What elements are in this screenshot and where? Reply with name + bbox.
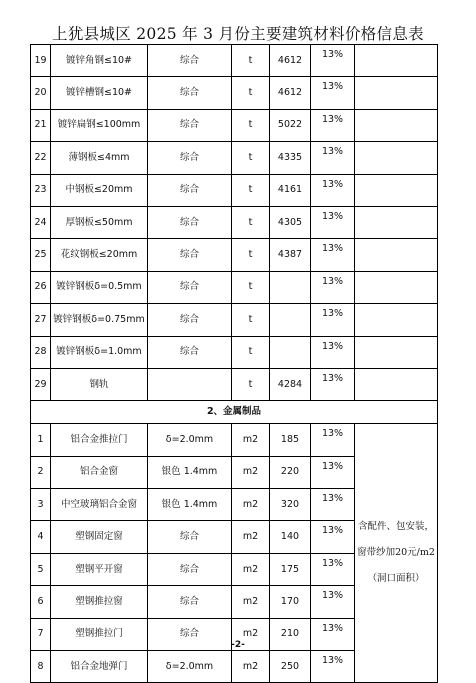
row-number-cell: 29 [31,368,51,400]
material-name-cell: 塑钢推拉窗 [51,586,148,618]
price-cell: 210 [270,618,311,650]
remark-cell [355,45,438,77]
material-name-cell: 厚钢板≤50mm [51,206,148,238]
material-name-cell: 中空玻璃铝合金窗 [51,489,148,521]
unit-cell: t [232,304,270,336]
material-name-cell: 镀锌槽钢≤10# [51,77,148,109]
tax-rate-cell: 13% [311,586,355,618]
remark-cell [355,174,438,206]
unit-cell: t [232,336,270,368]
unit-cell: t [232,239,270,271]
specification-cell: 综合 [148,142,232,174]
price-cell: 5022 [270,109,311,141]
unit-cell: t [232,77,270,109]
material-name-cell: 镀锌钢板δ=0.75mm [51,304,148,336]
unit-cell: m2 [232,586,270,618]
price-table [30,44,438,683]
price-cell: 4335 [270,142,311,174]
remark-cell [355,109,438,141]
price-cell: 220 [270,456,311,488]
material-name-cell: 中钢板≤20mm [51,174,148,206]
row-number-cell: 26 [31,271,51,303]
unit-cell: m2 [232,456,270,488]
section-row [31,401,438,424]
specification-cell: 综合 [148,553,232,585]
unit-cell: m2 [232,553,270,585]
specification-cell: 综合 [148,239,232,271]
row-number-cell: 6 [31,586,51,618]
material-name-cell: 塑钢固定窗 [51,521,148,553]
specification-cell: 综合 [148,521,232,553]
material-name-cell: 铝合金窗 [51,456,148,488]
row-number-cell: 8 [31,651,51,683]
specification-cell: 综合 [148,618,232,650]
unit-cell: m2 [232,489,270,521]
unit-cell: m2 [232,618,270,650]
page-title: 上犹县城区 2025 年 3 月份主要建筑材料价格信息表 [52,25,424,43]
remark-cell [355,239,438,271]
tax-rate-cell: 13% [311,45,355,77]
table-row [31,368,438,400]
specification-cell: 综合 [148,109,232,141]
remark-cell [355,368,438,400]
row-number-cell: 19 [31,45,51,77]
tax-rate-cell: 13% [311,174,355,206]
tax-rate-cell: 13% [311,521,355,553]
price-cell: 4387 [270,239,311,271]
remark-cell [355,304,438,336]
unit-cell: m2 [232,424,270,456]
row-number-cell: 1 [31,424,51,456]
price-cell: 170 [270,586,311,618]
tax-rate-cell: 13% [311,304,355,336]
table-row [31,142,438,174]
row-number-cell: 20 [31,77,51,109]
unit-cell: m2 [232,521,270,553]
table-row [31,45,438,77]
price-cell: 4284 [270,368,311,400]
row-number-cell: 22 [31,142,51,174]
material-name-cell: 塑钢平开窗 [51,553,148,585]
tax-rate-cell: 13% [311,109,355,141]
specification-cell: 综合 [148,271,232,303]
price-cell: 250 [270,651,311,683]
table-row [31,206,438,238]
tax-rate-cell: 13% [311,368,355,400]
table-row [31,77,438,109]
row-number-cell: 21 [31,109,51,141]
tax-rate-cell: 13% [311,424,355,456]
price-cell: 4612 [270,45,311,77]
row-number-cell: 7 [31,618,51,650]
tax-rate-cell: 13% [311,77,355,109]
material-name-cell: 铝合金地弹门 [51,651,148,683]
specification-cell: 综合 [148,206,232,238]
unit-cell: t [232,109,270,141]
material-name-cell: 镀锌角钢≤10# [51,45,148,77]
row-number-cell: 2 [31,456,51,488]
row-number-cell: 4 [31,521,51,553]
row-number-cell: 25 [31,239,51,271]
material-name-cell: 塑钢推拉门 [51,618,148,650]
remark-cell [355,77,438,109]
material-name-cell: 镀锌扁钢≤100mm [51,109,148,141]
table-row [31,271,438,303]
price-cell: 185 [270,424,311,456]
section-title: 2、金属制品 [31,401,438,424]
row-number-cell: 28 [31,336,51,368]
table-row [31,336,438,368]
specification-cell: 银色 1.4mm [148,489,232,521]
page-number: -2- [231,640,245,650]
material-name-cell: 薄钢板≤4mm [51,142,148,174]
price-cell: 4612 [270,77,311,109]
remark-cell [355,142,438,174]
material-name-cell: 钢轨 [51,368,148,400]
specification-cell: 综合 [148,586,232,618]
table-row [31,304,438,336]
specification-cell: 综合 [148,336,232,368]
price-cell: 4161 [270,174,311,206]
specification-cell: δ=2.0mm [148,424,232,456]
table-row [31,109,438,141]
row-number-cell: 24 [31,206,51,238]
tax-rate-cell: 13% [311,239,355,271]
remark-note: 含配件、包安装，窗带纱加20元/m2（洞口面积） [355,424,438,683]
specification-cell: 综合 [148,77,232,109]
table-row [31,424,438,456]
unit-cell: t [232,142,270,174]
tax-rate-cell: 13% [311,553,355,585]
specification-cell: 综合 [148,174,232,206]
material-name-cell: 镀锌钢板δ=1.0mm [51,336,148,368]
tax-rate-cell: 13% [311,618,355,650]
unit-cell: t [232,206,270,238]
remark-cell [355,206,438,238]
unit-cell: t [232,271,270,303]
unit-cell: m2 [232,651,270,683]
tax-rate-cell: 13% [311,651,355,683]
specification-cell [148,368,232,400]
specification-cell: 综合 [148,45,232,77]
row-number-cell: 23 [31,174,51,206]
remark-cell [355,336,438,368]
row-number-cell: 3 [31,489,51,521]
specification-cell: 综合 [148,304,232,336]
material-name-cell: 镀锌钢板δ=0.5mm [51,271,148,303]
remark-cell [355,271,438,303]
unit-cell: t [232,174,270,206]
price-cell: 4305 [270,206,311,238]
specification-cell: 银色 1.4mm [148,456,232,488]
row-number-cell: 5 [31,553,51,585]
price-cell [270,304,311,336]
table-row [31,239,438,271]
price-cell [270,336,311,368]
row-number-cell: 27 [31,304,51,336]
price-cell: 140 [270,521,311,553]
table-row [31,174,438,206]
price-cell: 175 [270,553,311,585]
price-cell [270,271,311,303]
material-name-cell: 花纹钢板≤20mm [51,239,148,271]
tax-rate-cell: 13% [311,336,355,368]
specification-cell: δ=2.0mm [148,651,232,683]
tax-rate-cell: 13% [311,271,355,303]
tax-rate-cell: 13% [311,206,355,238]
material-name-cell: 铝合金推拉门 [51,424,148,456]
unit-cell: t [232,45,270,77]
tax-rate-cell: 13% [311,456,355,488]
unit-cell: t [232,368,270,400]
tax-rate-cell: 13% [311,142,355,174]
price-cell: 320 [270,489,311,521]
tax-rate-cell: 13% [311,489,355,521]
